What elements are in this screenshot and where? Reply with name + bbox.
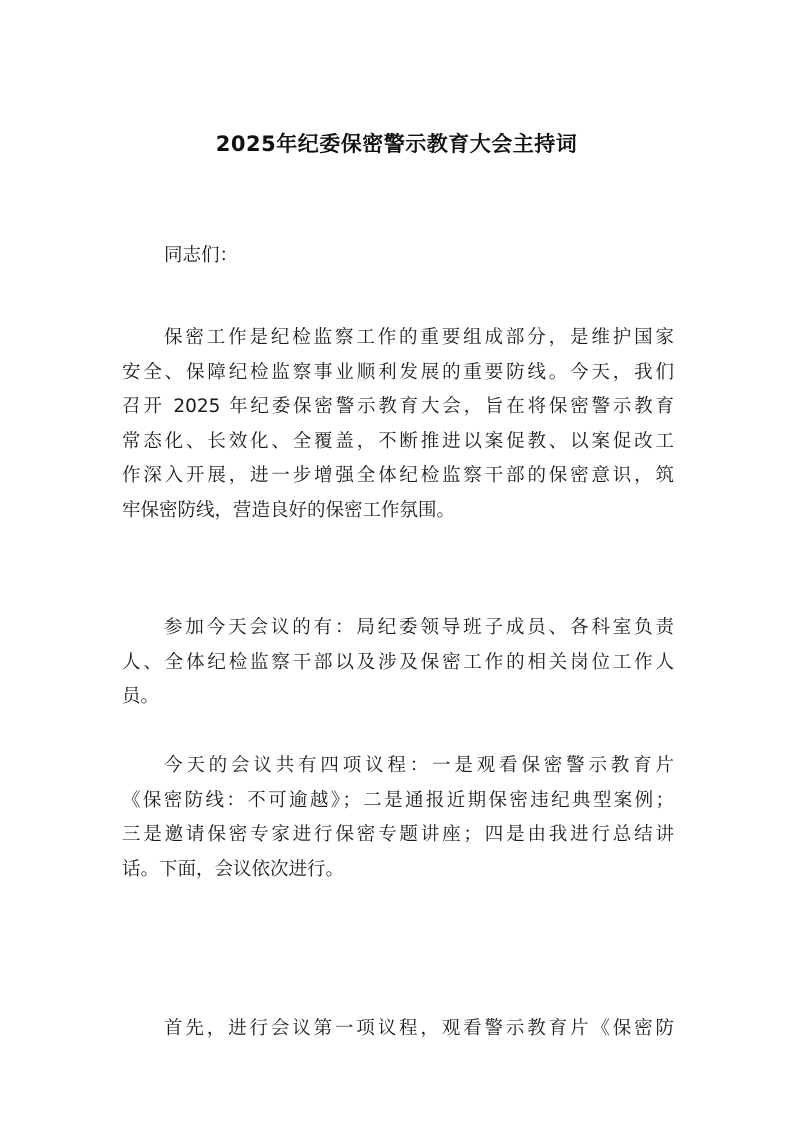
salutation-text: 同志们： [164,245,239,266]
paragraph-line: 参加今天会议的有：局纪委领导班子成员、各科室负责 [164,617,674,638]
paragraph-line: 《保密防线：不可逾越》；二是通报近期保密违纪典型案例； [122,789,674,811]
paragraph-line: 三是邀请保密专家进行保密专题讲座；四是由我进行总结讲 [122,824,674,846]
paragraph-4 [122,1012,674,1047]
paragraph-line: 话。下面，会议依次进行。 [122,858,345,880]
paragraph-1 [122,321,674,529]
paragraph-line: 今天的会议共有四项议程：一是观看保密警示教育片 [164,755,674,776]
paragraph-line: 保密工作是纪检监察工作的重要组成部分，是维护国家 [164,327,674,348]
paragraph-line: 召开 2025 年纪委保密警示教育大会，旨在将保密警示教育 [122,396,674,418]
paragraph-line: 作深入开展，进一步增强全体纪检监察干部的保密意识，筑 [122,465,674,487]
salutation [122,239,674,274]
paragraph-line: 人、全体纪检监察干部以及涉及保密工作的相关岗位工作人 [122,651,674,673]
paragraph-line: 首先，进行会议第一项议程，观看警示教育片《保密防 [164,1018,674,1039]
paragraph-3 [122,749,674,887]
paragraph-line: 常态化、长效化、全覆盖，不断推进以案促教、以案促改工 [122,430,674,452]
paragraph-line: 牢保密防线，营造良好的保密工作氛围。 [122,499,456,521]
document-title: 2025年纪委保密警示教育大会主持词 [215,132,578,156]
paragraph-line: 安全、保障纪检监察事业顺利发展的重要防线。今天，我们 [122,361,674,383]
paragraph-line: 员。 [122,686,160,708]
paragraph-2 [122,611,674,715]
